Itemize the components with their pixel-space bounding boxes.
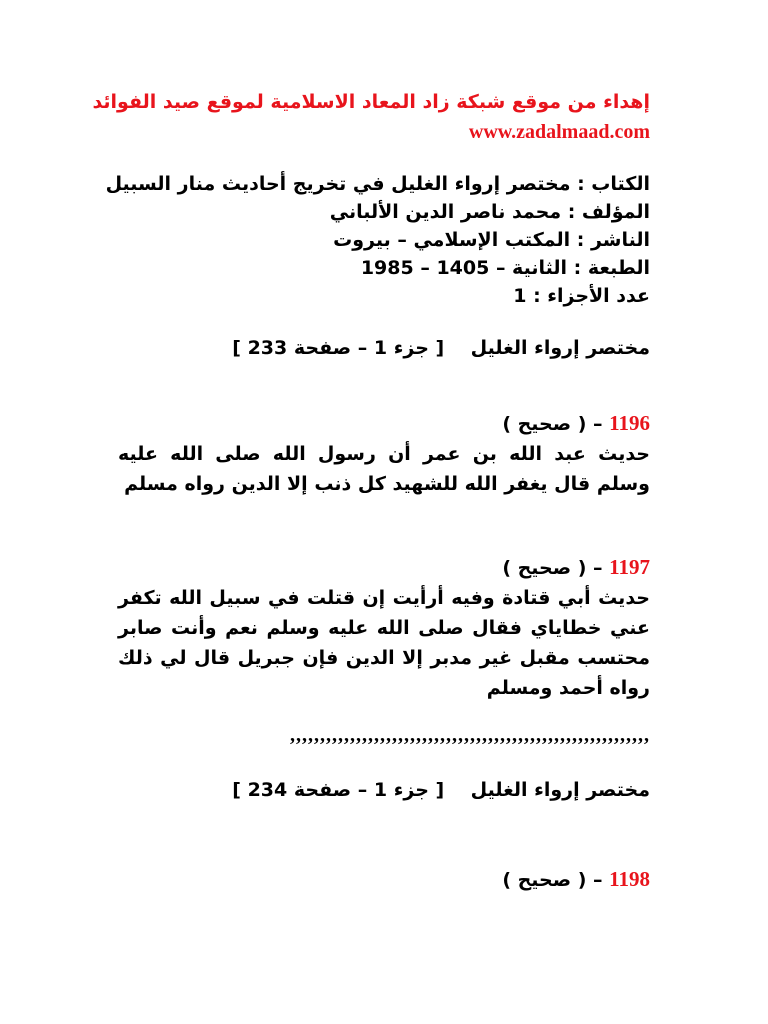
hadith-heading bbox=[118, 408, 650, 439]
hadith-number: 1196 bbox=[609, 411, 650, 435]
hadith-entry bbox=[118, 864, 650, 895]
hadith-grade: – ( صحيح ) bbox=[502, 413, 610, 435]
author-line: المؤلف : محمد ناصر الدين الألباني bbox=[329, 201, 650, 223]
hadith-number: 1197 bbox=[609, 555, 650, 579]
page-reference: مختصر إرواء الغليل [ جزء 1 – صفحة 233 ] bbox=[232, 337, 650, 359]
publisher-line: الناشر : المكتب الإسلامي – بيروت bbox=[333, 229, 650, 251]
edition-line: الطبعة : الثانية – 1405 – 1985 bbox=[360, 257, 650, 279]
gift-line: إهداء من موقع شبكة زاد المعاد الاسلامية لموقع صيد الفوائد bbox=[92, 91, 650, 113]
separator-line: ,,,,,,,,,,,,,,,,,,,,,,,,,,,,,,,,,,,,,,,,,,,,,,,,,,,,,,,,,,,, bbox=[290, 724, 650, 746]
hadith-text: حديث أبي قتادة وفيه أرأيت إن قتلت في سبيل الله تكفر عني خطاياي فقال صلى الله عليه وسلم نعم وأنت صابر محتسب مقبل غير مدبر إلا الدين فإن جبريل قال لي ذلك رواه أحمد ومسلم bbox=[118, 587, 650, 699]
hadith-entry bbox=[118, 552, 650, 703]
hadith-heading bbox=[118, 864, 650, 895]
hadith-grade: – ( صحيح ) bbox=[502, 557, 610, 579]
hadith-entry bbox=[118, 408, 650, 499]
book-title-line: الكتاب : مختصر إرواء الغليل في تخريج أحاديث منار السبيل bbox=[105, 173, 650, 195]
hadith-number: 1198 bbox=[609, 867, 650, 891]
hadith-text: حديث عبد الله بن عمر أن رسول الله صلى الله عليه وسلم قال يغفر الله للشهيد كل ذنب إلا الدين رواه مسلم bbox=[118, 443, 650, 495]
page-reference: مختصر إرواء الغليل [ جزء 1 – صفحة 234 ] bbox=[232, 779, 650, 801]
hadith-grade: – ( صحيح ) bbox=[502, 869, 610, 891]
hadith-heading bbox=[118, 552, 650, 583]
website-url[interactable]: www.zadalmaad.com bbox=[468, 121, 650, 143]
volumes-line: عدد الأجزاء : 1 bbox=[513, 285, 650, 307]
